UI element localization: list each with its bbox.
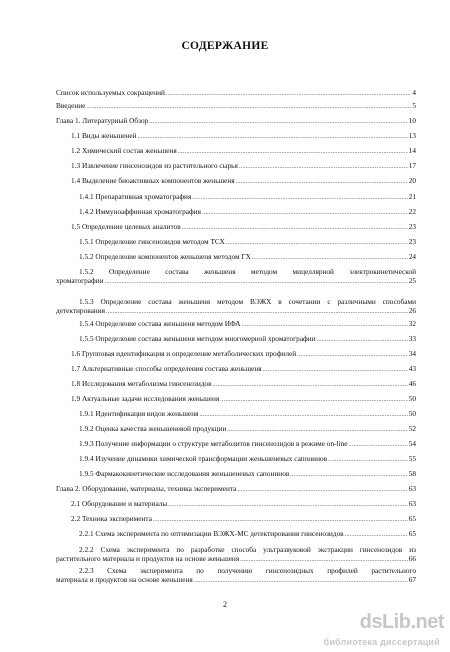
toc-entry bbox=[56, 88, 416, 99]
toc-page-number: 50 bbox=[408, 394, 416, 403]
toc-page-number: 20 bbox=[408, 176, 416, 185]
toc-page-number: 32 bbox=[408, 319, 416, 328]
toc-page-number: 13 bbox=[408, 131, 416, 140]
toc-leader-dots bbox=[227, 426, 407, 435]
toc-entry bbox=[71, 131, 416, 142]
toc-entry bbox=[71, 394, 416, 405]
toc-leader-dots bbox=[220, 396, 407, 405]
toc-entry bbox=[79, 192, 416, 203]
toc-entry-label: 1.3 Извлечение гинсенозидов из растительного сырья bbox=[71, 161, 238, 170]
toc-leader-dots bbox=[105, 278, 408, 287]
toc-entry bbox=[79, 237, 416, 248]
toc-entry bbox=[79, 334, 416, 345]
toc-leader-dots bbox=[86, 103, 411, 112]
toc-leader-dots bbox=[149, 118, 407, 127]
toc-page-number: 54 bbox=[408, 439, 416, 448]
toc-entry bbox=[79, 454, 416, 465]
toc-entry bbox=[79, 424, 416, 435]
toc-leader-dots bbox=[153, 516, 408, 525]
toc-entry bbox=[71, 379, 416, 390]
toc-entry-label: 1.2 Химический состав женьшеня bbox=[71, 146, 177, 155]
toc-page-number: 58 bbox=[408, 469, 416, 478]
toc-leader-dots bbox=[202, 209, 408, 218]
toc-page-number: 67 bbox=[408, 575, 416, 585]
toc-page-number: 63 bbox=[408, 499, 416, 508]
toc-entry bbox=[71, 161, 416, 172]
toc-page-number: 55 bbox=[408, 454, 416, 463]
toc-entry-label: 1.5.4 Определение состава женьшеня методом ИФА bbox=[79, 319, 241, 328]
toc-entry-label: Введение bbox=[56, 101, 86, 110]
toc-entry-label: 1.9.3 Получение информации о структуре метаболитов гинсенозидов в режиме on-line bbox=[79, 439, 348, 448]
toc-entry bbox=[79, 409, 416, 420]
toc-entry-label-continued: хроматографии bbox=[56, 276, 104, 286]
toc-leader-dots bbox=[317, 336, 408, 345]
toc-page-number: 46 bbox=[408, 379, 416, 388]
toc-entry-label: 2.2.2 Схема эксперимента по разработке способа ультразвуковой экстракции гинсенозидов из bbox=[79, 545, 416, 554]
toc-leader-dots bbox=[226, 239, 408, 248]
toc-entry bbox=[79, 529, 416, 540]
toc-entry-label-continued: детектирования bbox=[56, 306, 105, 316]
toc-entry bbox=[71, 514, 416, 525]
toc-entry bbox=[56, 267, 416, 287]
toc-entry bbox=[56, 116, 416, 127]
toc-entry bbox=[79, 207, 416, 218]
toc-page-number: 14 bbox=[408, 146, 416, 155]
toc-page-number: 25 bbox=[408, 276, 416, 286]
toc-entry bbox=[79, 252, 416, 263]
toc-entry-label: 1.7 Альтернативные способы определения состава женьшеня bbox=[71, 364, 262, 373]
toc-entry-label: 2.2.1 Схема эксперимента по оптимизации ВЭЖХ-МС детектирования гинсенозидов bbox=[79, 529, 344, 538]
toc-entry-label: 1.5.2 Определение состава женьшеня методом мицеллярной электрокинетической bbox=[79, 267, 416, 276]
toc-leader-dots bbox=[252, 254, 408, 263]
toc-leader-dots bbox=[178, 148, 408, 157]
toc-entry-label: 1.5 Определение целевых аналитов bbox=[71, 222, 181, 231]
toc-entry-label: 1.9.2 Оценка качества женьшеневой продукции bbox=[79, 424, 227, 433]
watermark-logo-text: dsLib.net bbox=[359, 611, 444, 633]
toc-leader-dots bbox=[348, 441, 407, 450]
toc-entry-label: 2.2 Техника эксперимента bbox=[71, 514, 152, 523]
toc-leader-dots bbox=[297, 351, 408, 360]
toc-leader-dots bbox=[237, 486, 407, 495]
toc-entry-label: 2.2.3 Схема эксперимента по получению гинсенозидных профилей растительного bbox=[79, 566, 416, 575]
toc-entry bbox=[71, 364, 416, 375]
toc-entry-label: 1.9.4 Изучение динамики химической трансформации женьшеневых сапонинов bbox=[79, 454, 328, 463]
toc-entry-label: 1.5.2 Определение компонентов женьшеня методом ГХ bbox=[79, 252, 251, 261]
toc-leader-dots bbox=[106, 308, 408, 317]
toc-page-number: 21 bbox=[408, 192, 416, 201]
toc-entry bbox=[56, 297, 416, 317]
toc-leader-dots bbox=[290, 471, 407, 480]
toc-page-number: 52 bbox=[408, 424, 416, 433]
toc-leader-dots bbox=[199, 411, 407, 420]
toc-entry bbox=[56, 566, 416, 586]
toc-entry-label: 1.1 Виды женьшеней bbox=[71, 131, 137, 140]
toc-entry bbox=[71, 146, 416, 157]
toc-entry bbox=[56, 545, 416, 565]
toc-entry-label: 1.4.1 Препаративная хроматография bbox=[79, 192, 192, 201]
toc-entry-label: 1.4 Выделение биоактивных компонентов женьшеня bbox=[71, 176, 235, 185]
toc-leader-dots bbox=[194, 577, 408, 586]
toc-entry bbox=[71, 176, 416, 187]
toc-entry bbox=[56, 101, 416, 112]
toc-entry bbox=[71, 499, 416, 510]
toc-page-number: 4 bbox=[412, 88, 416, 97]
toc-entry bbox=[71, 349, 416, 360]
toc-leader-dots bbox=[168, 501, 407, 510]
toc-page-number: 23 bbox=[408, 222, 416, 231]
toc-entry-label-continued: материала и продуктов на основе женьшеня bbox=[56, 575, 193, 585]
page-title: СОДЕРЖАНИЕ bbox=[181, 40, 269, 52]
toc-entry-label: 1.9 Актуальные задачи исследования женьшеня bbox=[71, 394, 220, 403]
toc-leader-dots bbox=[328, 456, 408, 465]
toc-leader-dots bbox=[166, 90, 411, 99]
toc-entry-label: 1.9.1 Идентификация видов женьшеня bbox=[79, 409, 199, 418]
toc-entry bbox=[79, 439, 416, 450]
toc-entry bbox=[79, 319, 416, 330]
toc-entry bbox=[71, 222, 416, 233]
toc-entry-label: 1.9.5 Фармакокинетические исследования женьшеневых сапонинов bbox=[79, 469, 290, 478]
toc-page-number: 50 bbox=[408, 409, 416, 418]
toc-page-number: 43 bbox=[408, 364, 416, 373]
toc-entry-label: 1.5.3 Определение состава женьшеня методом ВЭЖХ в сочетании с различными способами bbox=[79, 297, 416, 306]
toc-leader-dots bbox=[213, 381, 408, 390]
toc-page-number: 65 bbox=[408, 514, 416, 523]
toc-entry-label: Список используемых сокращений bbox=[56, 88, 165, 97]
toc-leader-dots bbox=[240, 556, 408, 565]
toc-leader-dots bbox=[242, 321, 408, 330]
toc-page-number: 33 bbox=[408, 334, 416, 343]
toc-entry bbox=[79, 469, 416, 480]
toc-page-number: 26 bbox=[408, 306, 416, 316]
page-number: 2 bbox=[223, 600, 227, 609]
toc-leader-dots bbox=[182, 224, 408, 233]
toc-page-number: 65 bbox=[408, 529, 416, 538]
watermark-subtitle: библиотека диссертаций bbox=[323, 637, 440, 647]
toc-entry-label: 1.4.2 Иммуноаффинная хроматография bbox=[79, 207, 201, 216]
toc-entry-label: 1.5.5 Определение состава женьшеня методом многомерной хроматографии bbox=[79, 334, 316, 343]
toc-leader-dots bbox=[236, 178, 408, 187]
watermark bbox=[323, 611, 444, 647]
toc-page-number: 23 bbox=[408, 237, 416, 246]
toc-leader-dots bbox=[263, 366, 408, 375]
toc-page-number: 10 bbox=[408, 116, 416, 125]
toc-entry-label: 1.8 Исследования метаболизма гинсенозидов bbox=[71, 379, 212, 388]
toc-page-number: 63 bbox=[408, 484, 416, 493]
toc-entry-label: Глава 1. Литературный Обзор bbox=[56, 116, 149, 125]
toc-entry-label: 1.6 Групповая идентификация и определение метаболических профилей bbox=[71, 349, 297, 358]
toc-page-number: 34 bbox=[408, 349, 416, 358]
toc-leader-dots bbox=[192, 194, 407, 203]
toc-leader-dots bbox=[137, 133, 407, 142]
toc-leader-dots bbox=[345, 531, 408, 540]
toc-leader-dots bbox=[239, 163, 408, 172]
toc-page-number: 5 bbox=[412, 101, 416, 110]
toc-page-number: 24 bbox=[408, 252, 416, 261]
toc-page-number: 17 bbox=[408, 161, 416, 170]
toc-entry-label: 1.5.1 Определение гинсенозидов методом ТСХ bbox=[79, 237, 225, 246]
toc-page-number: 66 bbox=[408, 554, 416, 564]
toc-entry-label: 2.1 Оборудование и материалы bbox=[71, 499, 168, 508]
watermark-logo bbox=[323, 611, 444, 647]
toc-entry-label: Глава 2. Оборудование, материалы, техника эксперимента bbox=[56, 484, 237, 493]
toc-page-number: 22 bbox=[408, 207, 416, 216]
toc-entry-label-continued: растительного материала и продуктов на основе женьшеня bbox=[56, 554, 240, 564]
toc-entry bbox=[56, 484, 416, 495]
